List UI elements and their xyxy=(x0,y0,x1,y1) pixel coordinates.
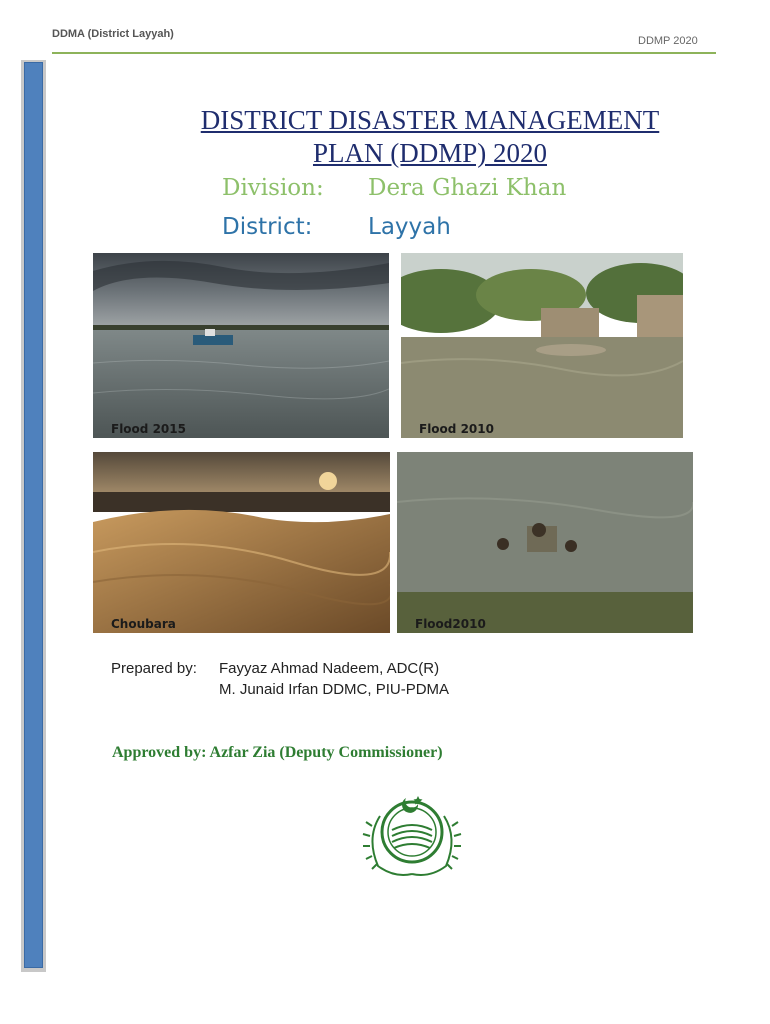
header-left-text: DDMA (District Layyah) xyxy=(52,28,174,40)
photo-caption: Choubara xyxy=(111,617,176,631)
photo-caption: Flood2010 xyxy=(415,617,486,631)
title-line-2: PLAN (DDMP) 2020 xyxy=(312,138,547,168)
district-label: District: xyxy=(222,214,313,240)
preparer-name-1: Fayyaz Ahmad Nadeem, ADC(R) xyxy=(219,660,440,677)
photo-caption: Flood 2010 xyxy=(419,422,494,436)
district-value: Layyah xyxy=(368,214,451,240)
photo-flood-2015 xyxy=(93,253,389,438)
division-label: Division: xyxy=(222,175,324,201)
government-of-punjab-seal-icon xyxy=(352,786,472,886)
photo-flood-2010 xyxy=(401,253,683,438)
division-value: Dera Ghazi Khan xyxy=(368,175,567,201)
preparer-name-2: M. Junaid Irfan DDMC, PIU-PDMA xyxy=(219,681,450,698)
document-title xyxy=(150,104,710,170)
prepared-by-label: Prepared by: xyxy=(111,660,197,677)
title-line-1: DISTRICT DISASTER MANAGEMENT xyxy=(200,105,660,135)
header-rule xyxy=(52,52,716,54)
header-right-text: DDMP 2020 xyxy=(638,35,698,47)
photo-choubara xyxy=(93,452,390,633)
sidebar-bar xyxy=(24,62,43,968)
approved-by: Approved by: Azfar Zia (Deputy Commissioner) xyxy=(112,744,443,761)
photo-flood2010-people xyxy=(397,452,693,633)
photo-caption: Flood 2015 xyxy=(111,422,186,436)
